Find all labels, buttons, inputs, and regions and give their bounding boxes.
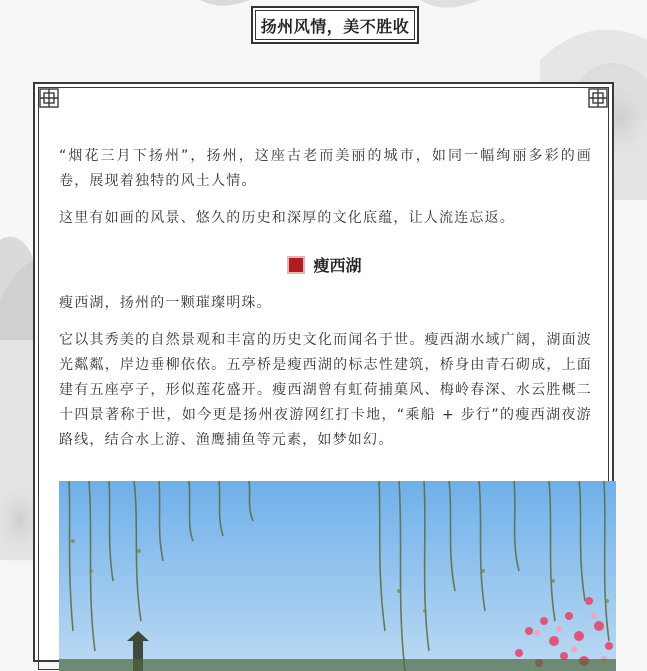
intro-paragraph: 这里有如画的风景、悠久的历史和深厚的文化底蕴，让人流连忘返。 (59, 210, 515, 226)
section-title: 瘦西湖 (313, 255, 362, 275)
section-body: 它以其秀美的自然景观和丰富的历史文化而闻名于世。瘦西湖水域广阔，湖面波光粼粼，岸边垂柳依依。五亭桥是瘦西湖的标志性建筑，桥身由青石砌成，上面建有五座亭子，形似莲花盛开。瘦西湖曾有虹荷捕菓风、梅岭春深、水云胜概二十四景著称于世，如今更是扬州夜游网红打卡地，“乘船 + 步行”的瘦西湖夜游路线，结合水上游、渔鹰捕鱼等元素，如梦如幻。 (59, 332, 592, 448)
page-title: 扬州风情，美不胜收 (255, 10, 415, 40)
intro-paragraph: “烟花三月下扬州”，扬州，这座古老而美丽的城市，如同一幅绚丽多彩的画卷，展现着独特的风土人情。 (59, 148, 592, 189)
article-card (33, 82, 614, 662)
corner-ornament-icon (39, 88, 59, 108)
corner-ornament-icon (588, 88, 608, 108)
slender-west-lake-photo (59, 481, 616, 671)
section-heading (59, 253, 592, 277)
page-title-box (251, 6, 419, 44)
section-lead: 瘦西湖，扬州的一颗璀璨明珠。 (59, 295, 272, 311)
red-square-icon (289, 258, 303, 272)
article-content (59, 144, 592, 465)
